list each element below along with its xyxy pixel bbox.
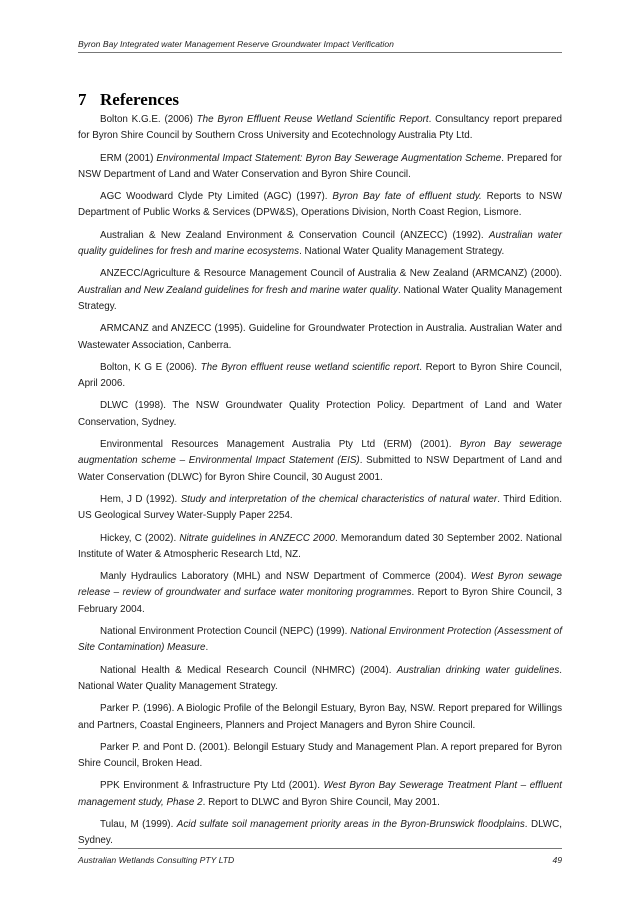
reference-entry bbox=[78, 701, 562, 734]
reference-title: Australian drinking water guidelines bbox=[396, 664, 560, 676]
reference-text: . Third Edition. US Geological Survey Water-Supply Paper 2254. bbox=[78, 493, 562, 522]
reference-entry bbox=[78, 112, 562, 145]
reference-text: Tulau, M (1999). bbox=[100, 818, 177, 830]
section-title: References bbox=[100, 90, 179, 109]
reference-text: . Consultancy report prepared for Byron Shire Council by Southern Cross University and Ecotechnology Australia Pty Ltd. bbox=[78, 114, 562, 142]
reference-text: Parker P. and Pont D. (2001). Belongil Estuary Study and Management Plan. A report prepared for Byron Shire Council, Broken Head. bbox=[78, 741, 562, 770]
reference-text: National Environment Protection Council (NEPC) (1999). bbox=[100, 626, 351, 638]
reference-text: Hem, J D (1992). bbox=[100, 493, 181, 505]
header-rule bbox=[78, 52, 562, 53]
reference-entry bbox=[78, 624, 562, 657]
reference-text: Reports to NSW Department of Public Works & Services (DPW&S), Operations Division, North Coast Region, Lismore. bbox=[78, 191, 562, 219]
reference-entry bbox=[78, 321, 562, 354]
page-number: 49 bbox=[552, 855, 562, 865]
reference-entry bbox=[78, 189, 562, 222]
reference-text: . National Water Quality Management Strategy. bbox=[299, 246, 505, 258]
reference-entry bbox=[78, 360, 562, 393]
reference-title: The Byron Effluent Reuse Wetland Scientific Report bbox=[196, 114, 429, 125]
reference-text: Australian & New Zealand Environment & Conservation Council (ANZECC) (1992). bbox=[100, 229, 489, 241]
reference-text: Hickey, C (2002). bbox=[100, 532, 180, 544]
reference-entry bbox=[78, 663, 562, 696]
reference-text: Bolton K.G.E. (2006) bbox=[100, 114, 197, 125]
reference-text: AGC Woodward Clyde Pty Limited (AGC) (1997). bbox=[100, 191, 333, 203]
reference-text: . Submitted to NSW Department of Land and Water Conservation (DLWC) for Byron Shire Council, 30 August 2001. bbox=[78, 455, 562, 483]
reference-entry bbox=[78, 398, 562, 431]
reference-entry bbox=[78, 228, 562, 261]
reference-entry bbox=[78, 569, 562, 618]
reference-text: . Report to DLWC and Byron Shire Council, May 2001. bbox=[202, 796, 440, 808]
reference-text: National Health & Medical Research Council (NHMRC) (2004). bbox=[100, 664, 397, 676]
reference-title: Acid sulfate soil management priority areas in the Byron-Brunswick floodplains bbox=[176, 818, 525, 830]
reference-text: Manly Hydraulics Laboratory (MHL) and NSW Department of Commerce (2004). bbox=[100, 571, 471, 583]
reference-text: Bolton, K G E (2006). bbox=[100, 361, 201, 373]
reference-text: . Memorandum dated 30 September 2002. National Institute of Water & Atmospheric Research Ltd, NZ. bbox=[78, 532, 562, 560]
reference-text: . DLWC, Sydney. bbox=[78, 818, 562, 847]
reference-title: Environmental Impact Statement: Byron Bay Sewerage Augmentation Scheme bbox=[156, 152, 502, 164]
reference-text: . Report to Byron Shire Council, 3 February 2004. bbox=[78, 587, 562, 615]
reference-title: Byron Bay sewerage augmentation scheme – Environmental Impact Statement (EIS) bbox=[78, 439, 562, 467]
section-number: 7 bbox=[78, 90, 87, 109]
reference-title: West Byron Bay Sewerage Treatment Plant – effluent management study, Phase 2 bbox=[78, 780, 562, 808]
reference-text: ARMCANZ and ANZECC (1995). Guideline for Groundwater Protection in Australia. Australian Water and Wastewater Association, Canberra. bbox=[78, 323, 562, 351]
running-header: Byron Bay Integrated water Management Reserve Groundwater Impact Verification bbox=[78, 39, 394, 49]
reference-text: DLWC (1998). The NSW Groundwater Quality Protection Policy. Department of Land and Water Conservation, Sydney. bbox=[78, 400, 562, 428]
reference-title: National Environment Protection (Assessment of Site Contamination) Measure bbox=[78, 626, 562, 654]
reference-text: Parker P. (1996). A Biologic Profile of the Belongil Estuary, Byron Bay, NSW. Report prepared for Willings and Partners, Coastal Engineers, Planners and Project Managers and Byron Shire Council. bbox=[78, 703, 562, 731]
reference-title: Australian and New Zealand guidelines for fresh and marine water quality bbox=[78, 284, 399, 296]
reference-text: PPK Environment & Infrastructure Pty Ltd (2001). bbox=[100, 780, 324, 792]
reference-title: Study and interpretation of the chemical characteristics of natural water bbox=[180, 493, 498, 505]
reference-text: ANZECC/Agriculture & Resource Management Council of Australia & New Zealand (ARMCANZ) (2000). bbox=[100, 268, 562, 280]
reference-text: Environmental Resources Management Australia Pty Ltd (ERM) (2001). bbox=[100, 439, 460, 451]
reference-entry bbox=[78, 151, 562, 184]
reference-text: . bbox=[205, 642, 209, 654]
reference-entry bbox=[78, 437, 562, 486]
section-heading bbox=[78, 90, 179, 110]
footer-rule bbox=[78, 848, 562, 849]
reference-title: Byron Bay fate of effluent study. bbox=[332, 191, 482, 203]
reference-text: . Report to Byron Shire Council, April 2006. bbox=[78, 361, 562, 390]
reference-list bbox=[78, 112, 562, 856]
reference-text: . Prepared for NSW Department of Land and Water Conservation and Byron Shire Council. bbox=[78, 152, 562, 180]
reference-title: Australian water quality guidelines for fresh and marine ecosystems bbox=[78, 229, 562, 258]
reference-entry bbox=[78, 778, 562, 811]
running-footer bbox=[78, 855, 562, 865]
footer-company: Australian Wetlands Consulting PTY LTD bbox=[78, 855, 235, 865]
reference-entry bbox=[78, 740, 562, 773]
reference-title: West Byron sewage release – review of groundwater and surface water monitoring programmes bbox=[78, 571, 563, 599]
reference-entry bbox=[78, 531, 562, 564]
reference-text: . National Water Quality Management Strategy. bbox=[78, 664, 562, 692]
reference-entry bbox=[78, 492, 562, 525]
reference-text: ERM (2001) bbox=[100, 152, 157, 164]
reference-entry bbox=[78, 266, 562, 315]
reference-title: The Byron effluent reuse wetland scientific report bbox=[200, 361, 420, 373]
reference-entry bbox=[78, 817, 562, 850]
reference-title: Nitrate guidelines in ANZECC 2000 bbox=[179, 532, 336, 544]
reference-text: . National Water Quality Management Strategy. bbox=[78, 284, 562, 312]
